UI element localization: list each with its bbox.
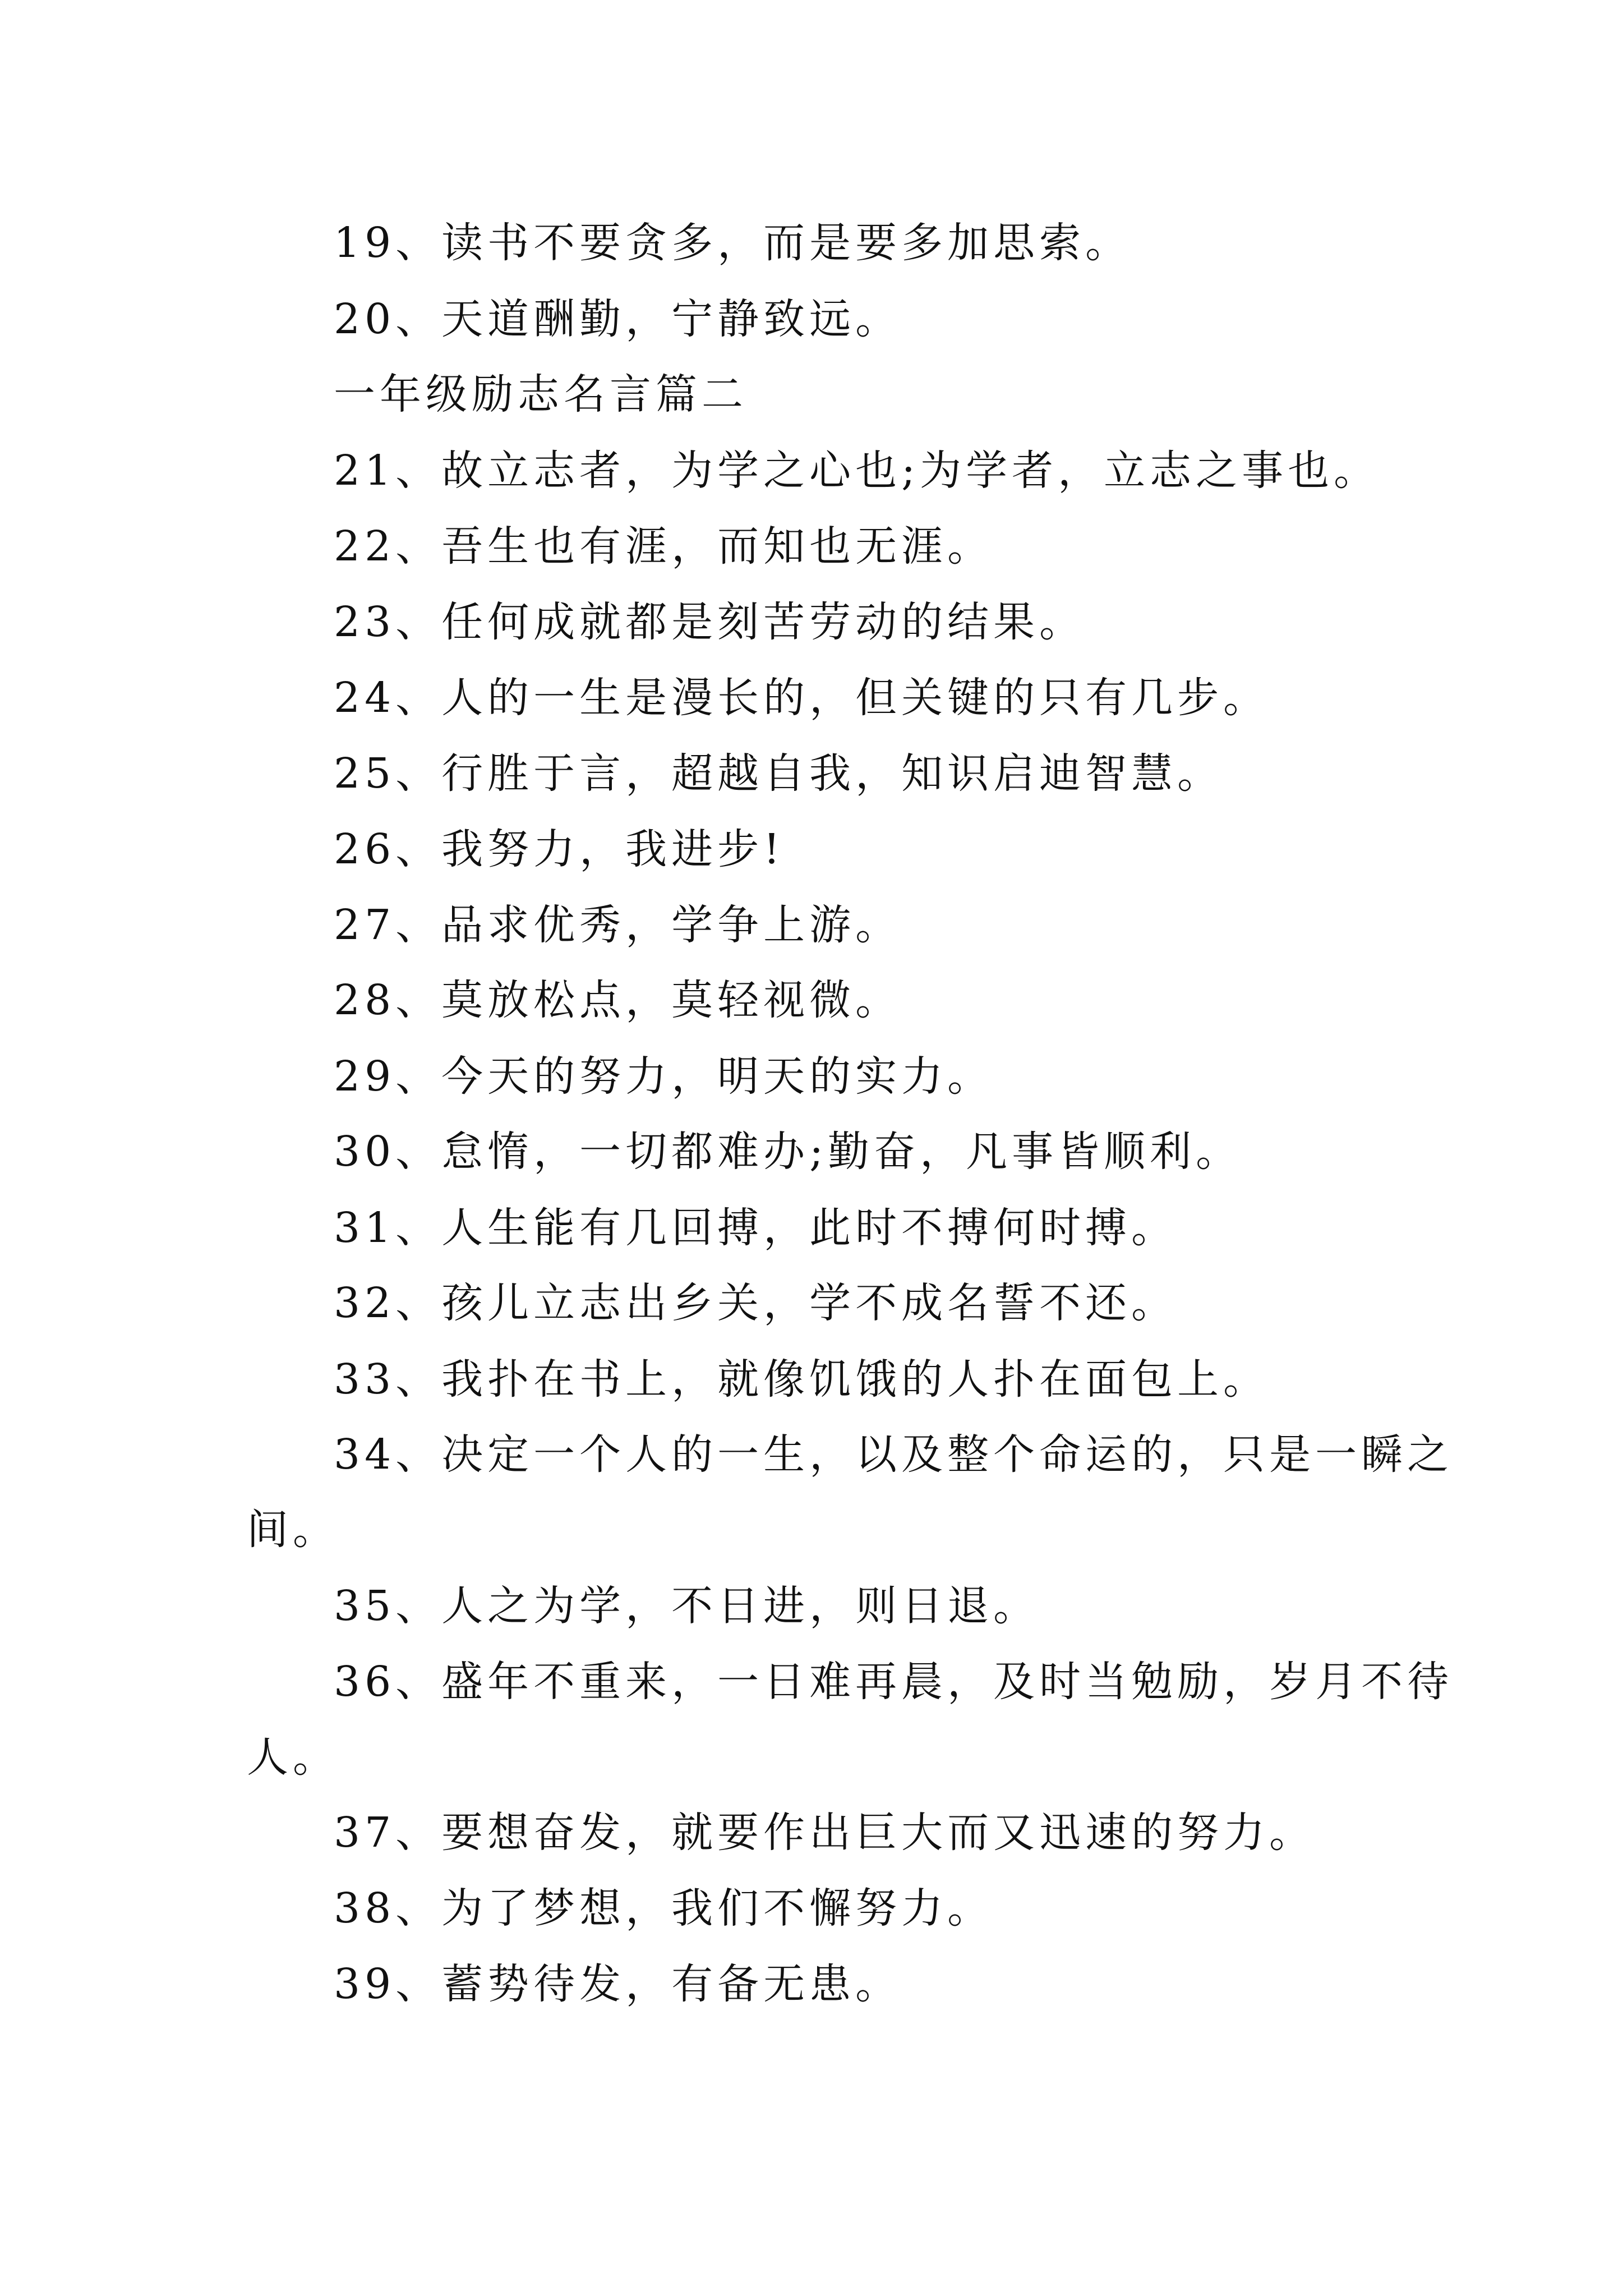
quote-37: 37、要想奋发，就要作出巨大而又迅速的努力。 [334,1809,1316,1857]
quote-20: 20、天道酬勤，宁静致远。 [334,295,902,343]
quote-33: 33、我扑在书上，就像饥饿的人扑在面包上。 [334,1355,1270,1404]
quote-36-line-1: 36、盛年不重来，一日难再晨，及时当勉励，岁月不待 [334,1658,1454,1706]
quote-23: 23、任何成就都是刻苦劳动的结果。 [334,598,1086,646]
quote-22: 22、吾生也有涯，而知也无涯。 [334,522,994,570]
quote-26: 26、我努力，我进步! [334,825,785,873]
quote-25: 25、行胜于言，超越自我，知识启迪智慧。 [334,749,1224,798]
quote-27: 27、品求优秀，学争上游。 [334,901,902,949]
quote-34-line-1: 34、决定一个人的一生，以及整个命运的，只是一瞬之 [334,1430,1454,1479]
quote-36-line-2: 人。 [247,1733,339,1782]
quote-29: 29、今天的努力，明天的实力。 [334,1052,994,1101]
quote-38: 38、为了梦想，我们不懈努力。 [334,1884,994,1932]
quote-24: 24、人的一生是漫长的，但关键的只有几步。 [334,674,1270,722]
section-heading: 一年级励志名言篇二 [334,370,748,418]
quote-39: 39、蓄势待发，有备无患。 [334,1960,902,2008]
quote-19: 19、读书不要贪多，而是要多加思索。 [334,219,1132,267]
quote-28: 28、莫放松点，莫轻视微。 [334,976,902,1024]
quote-21: 21、故立志者，为学之心也;为学者，立志之事也。 [334,447,1380,495]
quote-30: 30、怠惰，一切都难办;勤奋，凡事皆顺利。 [334,1128,1242,1176]
quote-31: 31、人生能有几回搏，此时不搏何时搏。 [334,1204,1178,1252]
quote-32: 32、孩儿立志出乡关，学不成名誓不还。 [334,1279,1178,1327]
quote-35: 35、人之为学，不日进，则日退。 [334,1582,1040,1630]
quote-34-line-2: 间。 [247,1506,339,1554]
